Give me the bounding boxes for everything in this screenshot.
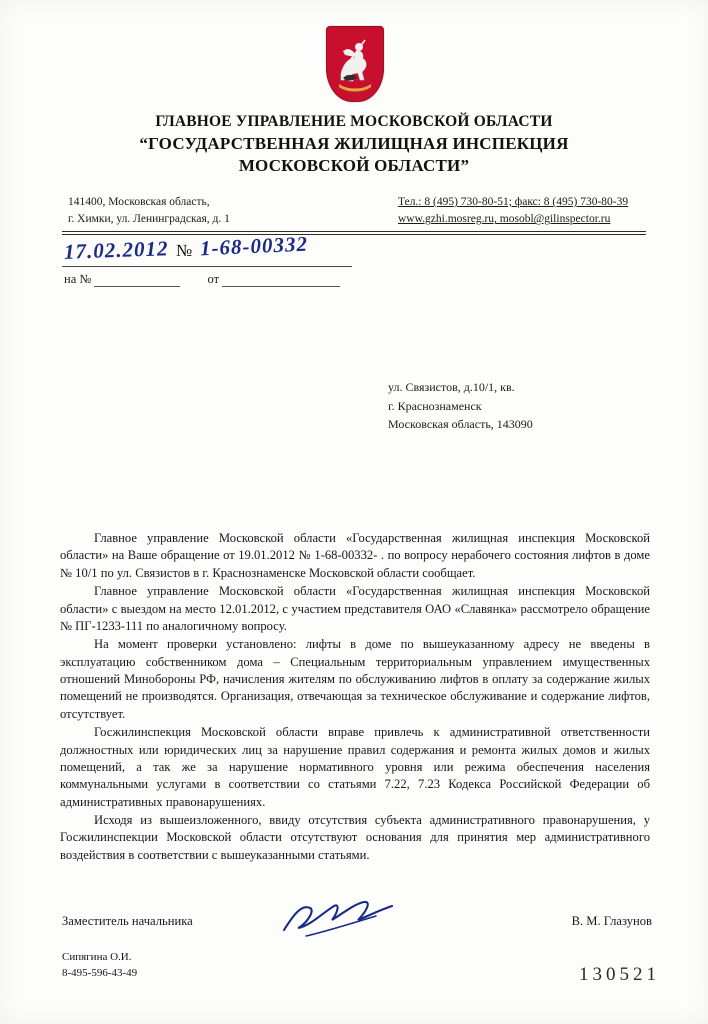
stamp-number: 130521 [579,964,660,985]
outgoing-date-handwritten: 17.02.2012 [63,236,169,264]
recipient-line-2: г. Краснознаменск [388,398,482,413]
date-number-underline [62,266,352,267]
recipient-line-3: Московская область, 143090 [388,417,533,432]
body-paragraph: Исходя из вышеизложенного, ввиду отсутствия субъекта административного правонарушения, у Госжилинспекции Московской области отсутствуют основания для принятия мер административного воздействия в соответствии с вышеуказанными статьями. [60,813,650,862]
signer-title: Заместитель начальника [62,914,193,928]
executor-name: Сипягина О.И. [62,951,132,963]
header-divider-bottom [62,234,646,235]
sender-address-line-2: г. Химки, ул. Ленинградская, д. 1 [68,213,230,226]
recipient-address [388,378,688,434]
sender-contacts [398,194,688,229]
header-divider-top [62,231,646,232]
sender-address [68,194,328,229]
emblem-container [0,26,708,100]
signature-icon [280,896,400,944]
coat-of-arms-icon [326,26,382,100]
sender-address-line-1: 141400, Московская область, [68,196,210,208]
organization-title [0,112,708,178]
reference-date-label: от [207,272,220,286]
body-paragraph: Госжилинспекция Московской области вправе привлечь к административной ответственности должностных или юридических лиц за нарушение правил содержания и ремонта жилых домов и жилых помещений, а так же за нарушение нормативного уровня или режима обеспечения населения коммунальными услугами в соответствии со статьями 7.22, 7.23 Кодекса Российской Федерации об административных правонарушениях. [60,725,650,809]
letter-body [60,530,650,865]
recipient-line-1: ул. Связистов, д.10/1, кв. [388,380,515,394]
reference-number-blank [94,274,180,287]
reference-date-blank [222,274,340,287]
number-sign-label: № [176,241,194,260]
org-title-line-1: ГЛАВНОЕ УПРАВЛЕНИЕ МОСКОВСКОЙ ОБЛАСТИ [155,113,553,130]
sender-phone: Тел.: 8 (495) 730-80-51; факс: 8 (495) 730-80-39 [398,196,629,208]
sender-website-email[interactable]: www.gzhi.mosreg.ru, mosobl@gilinspector.ru [398,213,611,226]
executor-info [62,950,137,982]
executor-phone: 8-495-596-43-49 [62,966,138,979]
reference-number-label: на № [64,272,92,286]
signer-name: В. М. Глазунов [571,914,652,928]
org-title-line-3: МОСКОВСКОЙ ОБЛАСТИ” [238,156,470,176]
body-paragraph: На момент проверки установлено: лифты в доме по вышеуказанному адресу не введены в эксплуатацию собственником дома – Специальным территориальным управлением имущественных отношений Минобороны РФ, начисления жителям по обслуживанию лифтов в оплату за содержание жилых помещений не производятся. Организация, отвечающая за техническое обслуживание и содержание лифтов, отсутствует. [60,637,650,721]
body-paragraph: Главное управление Московской области «Государственная жилищная инспекция Московской области» с выездом на место 12.01.2012, с участием представителя ОАО «Славянка» рассмотрело обращение № ПГ-1233-111 по аналогичному вопросу. [60,584,650,633]
body-paragraph: Главное управление Московской области «Государственная жилищная инспекция Московской области» на Ваше обращение от 19.01.2012 № 1-68-00332- . по вопросу нерабочего состояния лифтов в доме № 10/1 по ул. Связистов в г. Краснознаменске Московской области сообщает. [60,531,650,580]
outgoing-number-handwritten: 1-68-00332 [199,231,309,261]
org-title-line-2: “ГОСУДАРСТВЕННАЯ ЖИЛИЩНАЯ ИНСПЕКЦИЯ [139,133,569,153]
reference-line [64,272,340,287]
